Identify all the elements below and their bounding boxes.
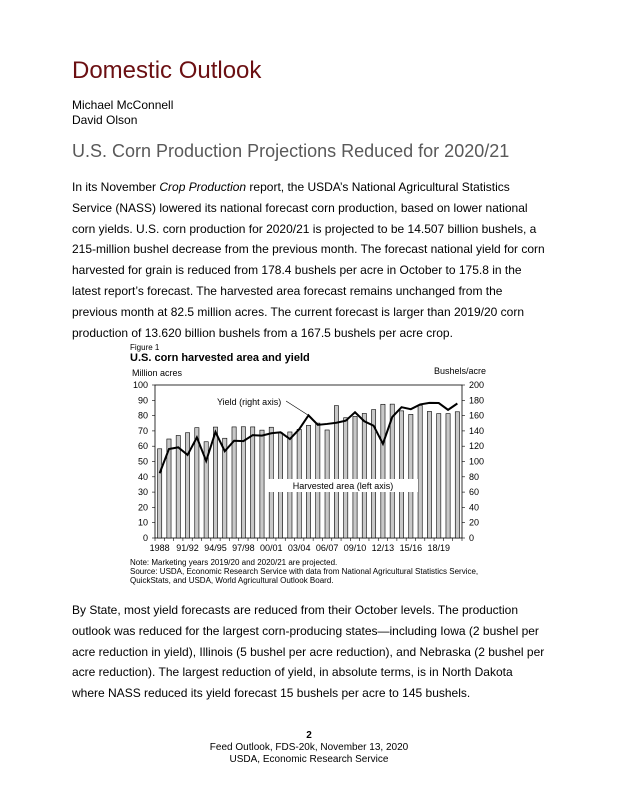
right-axis-tick-label: 140 — [469, 425, 485, 436]
left-axis-tick-label: 90 — [137, 395, 148, 406]
page-number-text: 2 — [306, 730, 312, 741]
area-bar — [223, 438, 227, 538]
paragraph-text: report, the USDA’s National Agricultural Statistics Service (NASS) lowered its national forecast corn production, based on lower national corn yields. U.S. corn production for 2020/21 is projected to be 14.507 billion bushels, a 215-million bushel decrease from the previous month. The forecast national yield for corn harvested for grain is reduced from 178.4 bushels per acre in October to 175.8 in the latest report’s forecast. The harvested area forecast remains unchanged from the previous month at 82.5 million acres. The current forecast is larger than 2019/20 corn production of 13.620 billion bushels from a 167.5 bushels per acre crop. — [72, 180, 545, 340]
right-axis-tick-label: 120 — [469, 441, 485, 452]
area-bar — [437, 414, 441, 538]
left-axis — [133, 380, 155, 543]
left-axis-tick-label: 80 — [137, 410, 148, 421]
left-axis-tick-label: 50 — [137, 456, 148, 467]
page-number — [0, 730, 618, 742]
area-bar — [176, 435, 180, 538]
right-axis-tick-label: 180 — [469, 395, 485, 406]
left-axis-label: Million acres — [132, 368, 183, 378]
x-axis-tick-label: 97/98 — [232, 543, 255, 553]
right-axis-tick-label: 80 — [469, 471, 480, 482]
harvested-area-bars — [158, 404, 460, 538]
area-bar — [409, 414, 413, 538]
area-annotation: Harvested area (left axis) — [292, 481, 394, 491]
figure-title: U.S. corn harvested area and yield — [130, 352, 310, 364]
figure-label: Figure 1 — [130, 343, 160, 352]
x-axis-tick-label: 09/10 — [343, 543, 367, 553]
right-axis-tick-label: 0 — [469, 533, 475, 543]
state-paragraph: By State, most yield forecasts are reduced from their October levels. The production outlook was reduced for the largest corn-producing states—including Iowa (2 bushel per acre reduction in yield), Illinois (5 bushel per acre reduction), and Nebraska (2 bushel per acre reduction). The largest reduction of yield, in absolute terms, is in North Dakota where NASS reduced its yield forecast 15 bushels per acre to 145 bushels. — [72, 603, 545, 701]
report-name: Crop Production — [159, 180, 247, 194]
area-bar — [344, 418, 348, 538]
left-axis-tick-label: 20 — [137, 502, 148, 513]
right-axis-tick-label: 100 — [469, 456, 485, 467]
area-bar — [334, 406, 338, 538]
article-title: U.S. Corn Production Projections Reduced for 2020/21 — [72, 141, 510, 161]
area-bar — [427, 411, 431, 538]
area-bar — [195, 428, 199, 538]
x-axis-tick-label: 1988 — [149, 543, 170, 553]
left-axis-tick-label: 0 — [142, 533, 148, 543]
area-bar — [381, 404, 385, 538]
area-bar — [185, 433, 189, 538]
right-axis-label: Bushels/acre — [433, 366, 486, 376]
area-bar — [362, 413, 366, 538]
area-bar — [455, 412, 459, 538]
area-bar — [213, 427, 217, 538]
author-name: Michael McConnell — [72, 98, 174, 112]
paragraph-text: In its November — [72, 180, 160, 194]
area-bar — [241, 427, 245, 538]
left-axis-tick-label: 60 — [137, 441, 148, 452]
right-axis-tick-label: 200 — [469, 380, 485, 390]
author-name: David Olson — [72, 113, 138, 127]
area-bar — [158, 449, 162, 538]
x-axis-tick-label: 18/19 — [427, 543, 451, 553]
section-title: Domestic Outlook — [72, 57, 262, 84]
x-axis-tick-label: 00/01 — [260, 543, 283, 553]
figure-source: QuickStats, and USDA, World Agricultural Outlook Board. — [130, 576, 334, 585]
right-axis — [462, 380, 484, 543]
right-axis-tick-label: 40 — [469, 502, 480, 513]
left-axis-tick-label: 40 — [137, 471, 148, 482]
left-axis-tick-label: 70 — [137, 425, 148, 436]
area-bar — [446, 414, 450, 538]
footer-publication: Feed Outlook, FDS-20k, November 13, 2020 — [209, 742, 409, 753]
x-axis — [150, 538, 462, 553]
left-axis-tick-label: 100 — [132, 380, 148, 390]
footer-agency: USDA, Economic Research Service — [229, 754, 389, 765]
x-axis-tick-label: 06/07 — [315, 543, 339, 553]
corn-area-yield-chart — [110, 360, 510, 560]
right-axis-tick-label: 20 — [469, 517, 480, 528]
x-axis-tick-label: 94/95 — [204, 543, 227, 553]
right-axis-tick-label: 160 — [469, 410, 485, 421]
area-bar — [260, 430, 264, 538]
area-bar — [353, 416, 357, 538]
yield-annotation-leader — [286, 401, 309, 415]
figure-note: Note: Marketing years 2019/20 and 2020/21 are projected. — [130, 558, 338, 567]
intro-paragraph — [72, 177, 548, 343]
right-axis-tick-label: 60 — [469, 487, 480, 498]
x-axis-tick-label: 15/16 — [399, 543, 423, 553]
area-bar — [399, 411, 403, 538]
area-bar — [418, 405, 422, 538]
x-axis-tick-label: 91/92 — [176, 543, 199, 553]
x-axis-tick-label: 03/04 — [287, 543, 311, 553]
figure-source: Source: USDA, Economic Research Service with data from National Agricultural Statistics Service, — [130, 567, 479, 576]
left-axis-tick-label: 10 — [137, 517, 148, 528]
x-axis-tick-label: 12/13 — [371, 543, 395, 553]
left-axis-tick-label: 30 — [137, 487, 148, 498]
area-bar — [251, 427, 255, 538]
yield-annotation: Yield (right axis) — [217, 397, 282, 407]
